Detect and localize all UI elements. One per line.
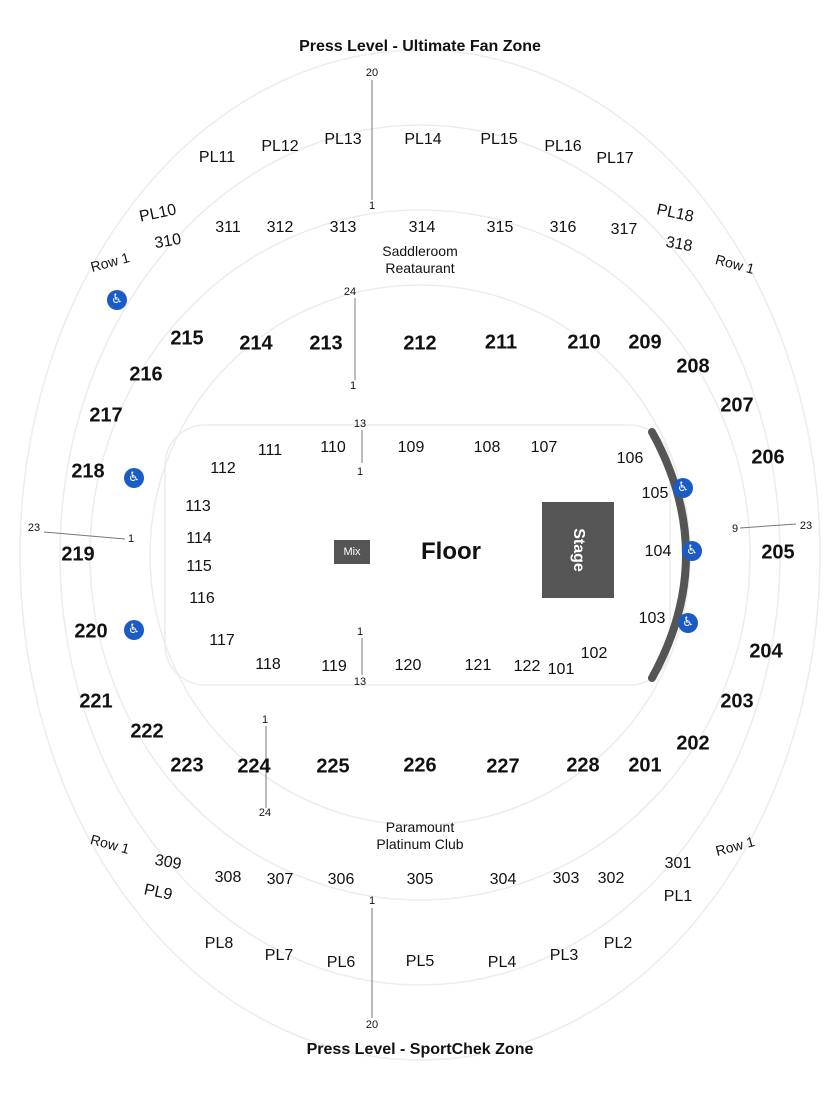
- wheelchair-icon: ♿: [682, 541, 702, 561]
- row-number: 9: [731, 523, 739, 535]
- section-309[interactable]: 309: [153, 851, 183, 874]
- section-207[interactable]: 207: [720, 394, 754, 417]
- section-pl13[interactable]: PL13: [324, 131, 362, 148]
- section-pl1[interactable]: PL1: [663, 888, 693, 905]
- row-label: Row 1: [88, 831, 132, 857]
- section-206[interactable]: 206: [751, 446, 785, 469]
- section-pl12[interactable]: PL12: [261, 138, 299, 155]
- section-304[interactable]: 304: [489, 871, 517, 888]
- section-210[interactable]: 210: [567, 331, 601, 354]
- row-number: 23: [799, 520, 813, 532]
- paramount-club-label: Paramount Platinum Club: [376, 819, 464, 852]
- section-203[interactable]: 203: [720, 690, 754, 713]
- stage-label: Stage: [570, 528, 587, 572]
- section-pl15[interactable]: PL15: [480, 131, 518, 148]
- section-211[interactable]: 211: [484, 331, 518, 354]
- section-305[interactable]: 305: [406, 871, 434, 888]
- section-311[interactable]: 311: [215, 219, 241, 236]
- row-number: 1: [368, 895, 376, 907]
- section-208[interactable]: 208: [676, 355, 710, 378]
- section-106[interactable]: 106: [616, 450, 644, 467]
- bottom-zone-title: Press Level - SportChek Zone: [306, 1041, 534, 1058]
- section-pl9[interactable]: PL9: [142, 881, 174, 904]
- section-204[interactable]: 204: [749, 640, 783, 663]
- section-115[interactable]: 115: [186, 558, 212, 575]
- row-number: 1: [356, 466, 364, 478]
- section-114[interactable]: 114: [186, 530, 212, 547]
- section-228[interactable]: 228: [566, 754, 600, 777]
- section-pl2[interactable]: PL2: [603, 935, 633, 952]
- section-316[interactable]: 316: [549, 219, 577, 236]
- section-209[interactable]: 209: [628, 331, 662, 354]
- section-318[interactable]: 318: [664, 233, 694, 256]
- section-pl11[interactable]: PL11: [198, 149, 236, 166]
- section-pl17[interactable]: PL17: [596, 150, 634, 167]
- section-103[interactable]: 103: [638, 610, 666, 627]
- section-317[interactable]: 317: [610, 221, 638, 238]
- top-zone-title: Press Level - Ultimate Fan Zone: [299, 38, 541, 55]
- row-number: 20: [365, 1019, 379, 1031]
- section-109[interactable]: 109: [397, 439, 425, 456]
- section-pl10[interactable]: PL10: [137, 201, 178, 226]
- section-110[interactable]: 110: [320, 439, 346, 456]
- section-223[interactable]: 223: [170, 754, 204, 777]
- section-306[interactable]: 306: [327, 871, 355, 888]
- row-number: 23: [27, 522, 41, 534]
- section-303[interactable]: 303: [552, 870, 580, 887]
- section-226[interactable]: 226: [403, 754, 437, 777]
- section-112[interactable]: 112: [210, 460, 236, 477]
- section-315[interactable]: 315: [486, 219, 514, 236]
- section-pl6[interactable]: PL6: [326, 954, 356, 971]
- section-pl7[interactable]: PL7: [264, 947, 294, 964]
- section-301[interactable]: 301: [664, 855, 692, 872]
- section-118[interactable]: 118: [255, 656, 281, 673]
- section-214[interactable]: 214: [239, 332, 273, 355]
- section-202[interactable]: 202: [676, 732, 710, 755]
- row-number: 24: [343, 286, 357, 298]
- section-pl16[interactable]: PL16: [544, 138, 582, 155]
- section-122[interactable]: 122: [513, 658, 541, 675]
- section-102[interactable]: 102: [580, 645, 608, 662]
- section-pl5[interactable]: PL5: [405, 953, 435, 970]
- wheelchair-icon: ♿: [107, 290, 127, 310]
- section-217[interactable]: 217: [89, 404, 123, 427]
- section-218[interactable]: 218: [71, 460, 105, 483]
- section-117[interactable]: 117: [209, 632, 235, 649]
- section-222[interactable]: 222: [130, 720, 164, 743]
- row-label: Row 1: [713, 251, 757, 277]
- section-104[interactable]: 104: [644, 543, 672, 560]
- section-215[interactable]: 215: [170, 327, 204, 350]
- section-227[interactable]: 227: [486, 755, 520, 778]
- section-pl3[interactable]: PL3: [549, 947, 579, 964]
- section-225[interactable]: 225: [316, 755, 350, 778]
- section-314[interactable]: 314: [408, 219, 436, 236]
- section-101[interactable]: 101: [547, 661, 575, 678]
- section-219[interactable]: 219: [61, 543, 95, 566]
- row-number: 13: [353, 676, 367, 688]
- section-205[interactable]: 205: [761, 541, 795, 564]
- section-302[interactable]: 302: [597, 870, 625, 887]
- section-313[interactable]: 313: [329, 219, 357, 236]
- section-pl14[interactable]: PL14: [404, 131, 442, 148]
- floor-label[interactable]: Floor: [421, 538, 481, 565]
- section-221[interactable]: 221: [79, 690, 113, 713]
- stage: [542, 502, 614, 598]
- section-312[interactable]: 312: [266, 219, 294, 236]
- mix-booth: Mix: [334, 540, 370, 564]
- row-number: 1: [349, 380, 357, 392]
- section-105[interactable]: 105: [641, 485, 669, 502]
- section-213[interactable]: 213: [309, 332, 343, 355]
- section-111[interactable]: 111: [257, 442, 283, 459]
- section-113[interactable]: 113: [185, 498, 211, 515]
- section-212[interactable]: 212: [403, 332, 437, 355]
- section-220[interactable]: 220: [74, 620, 108, 643]
- section-pl18[interactable]: PL18: [655, 201, 696, 226]
- section-108[interactable]: 108: [473, 439, 501, 456]
- row-label: Row 1: [713, 833, 757, 859]
- section-310[interactable]: 310: [153, 230, 183, 253]
- section-pl8[interactable]: PL8: [204, 935, 234, 952]
- section-216[interactable]: 216: [129, 363, 163, 386]
- section-119[interactable]: 119: [321, 658, 347, 675]
- row-number: 1: [368, 200, 376, 212]
- section-308[interactable]: 308: [214, 869, 242, 886]
- section-307[interactable]: 307: [266, 871, 294, 888]
- section-116[interactable]: 116: [189, 590, 215, 607]
- saddleroom-restaurant-label: Saddleroom Reataurant: [382, 243, 458, 276]
- row-number: 1: [356, 626, 364, 638]
- row-number: 1: [127, 533, 135, 545]
- wheelchair-icon: ♿: [124, 620, 144, 640]
- section-107[interactable]: 107: [530, 439, 558, 456]
- section-121[interactable]: 121: [464, 657, 492, 674]
- row-number: 13: [353, 418, 367, 430]
- section-pl4[interactable]: PL4: [487, 954, 517, 971]
- row-label: Row 1: [88, 249, 132, 275]
- section-201[interactable]: 201: [628, 754, 662, 777]
- wheelchair-icon: ♿: [678, 613, 698, 633]
- wheelchair-icon: ♿: [124, 468, 144, 488]
- row-number: 1: [261, 714, 269, 726]
- row-number: 20: [365, 67, 379, 79]
- wheelchair-icon: ♿: [673, 478, 693, 498]
- section-224[interactable]: 224: [237, 755, 271, 778]
- section-120[interactable]: 120: [394, 657, 422, 674]
- row-number: 24: [258, 807, 272, 819]
